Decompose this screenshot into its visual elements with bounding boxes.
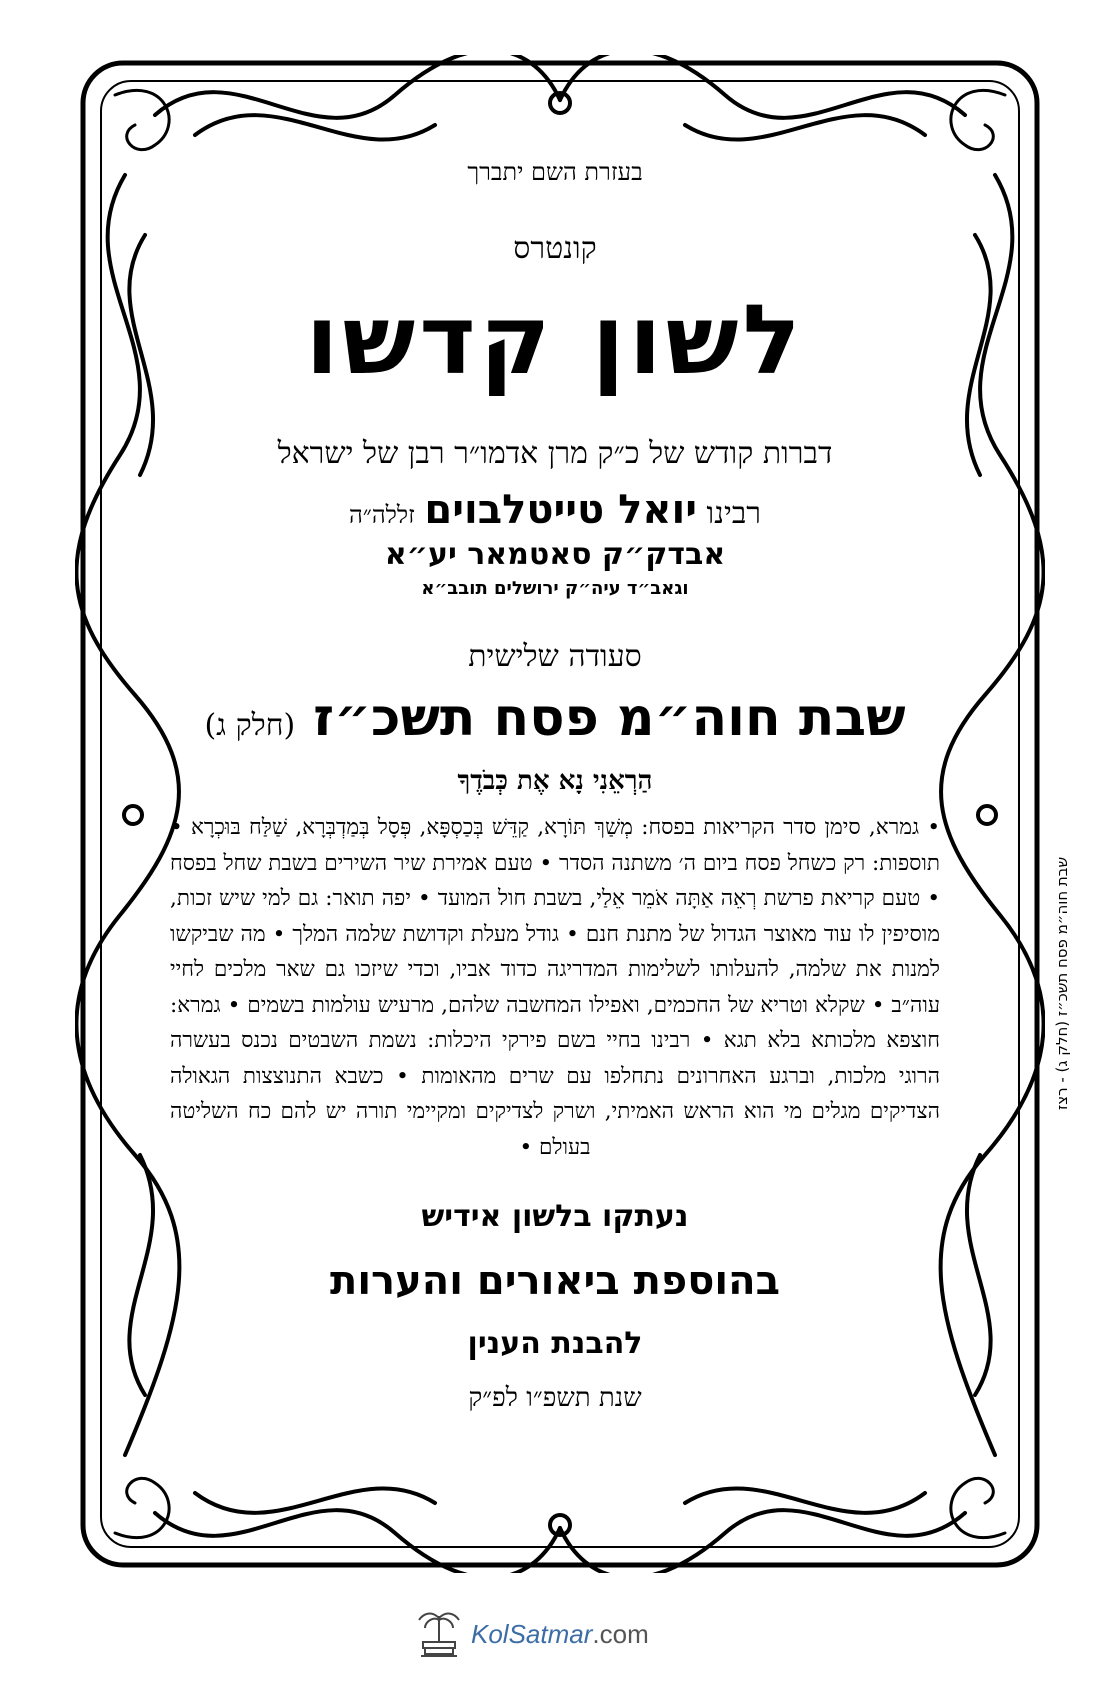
shabbat-line (170, 688, 940, 748)
blessing-line: בעזרת השם יתברך (467, 158, 643, 186)
rabbi-name: יואל טייטלבוים (424, 487, 697, 533)
title-page (170, 140, 940, 1413)
addition-line: בהוספת ביאורים והערות (330, 1258, 780, 1304)
summary-paragraph: • גמרא, סימן סדר הקריאות בפסח: מְשַׁךְ תּוֹרָא, קַדֵּשׁ בְּכַסְפָּא, פְּסָל בְּמַדְבְּרָא, שַׁלַּח בּוּכְרָא • תוספות: רק כשחל פסח ביום ה׳ משתנה הסדר • טעם אמירת שיר השירים בשבת שחל בפסח • טעם קריאת פרשת רְאֵה אַתָּה אֹמֵר אֵלַי, בשבת חול המועד • יפה תואר: גם למי שיש זכות, מוסיפין לו עוד מאוצר הגדול של מתנת חנם • גודל מעלת וקדושת שלמה המלך • מה שביקשו למנות את שלמה, להעלותו לשלימות המדריגה כדוד אביו, וכדי שיזכו גם שאר מלכים לחיי עוה״ב • שקלא וטריא של החכמים, ואפילו המחשבה שלהם, מרעיש עולמות בשמים • גמרא: חוצפא מלכותא בלא תגא • רבינו בחיי בשם פירקי היכלות: נשמת השבטים נכנס בעשרה הרוגי מלכות, וברגע האחרונים נתחלפו עם שרים מהאומות • כשבא התנוצצות הגאולה הצדיקים מגלים מי הוא הראש האמיתי, ושרק לצדיקים ומקיימי תורה יש להם כח השליטה בעולם • (170, 815, 940, 1160)
understand-line: להבנת הענין (467, 1326, 643, 1361)
veav-line: וגאב״ד עיה״ק ירושלים תובב״א (421, 578, 689, 599)
side-label: שבת חוה״מ פסח תשכ״ז (חלק ג) - רצז (1053, 856, 1071, 1110)
page-title: לשון קדשו (305, 284, 805, 396)
logo-text: KolSatmar.com (471, 1618, 649, 1649)
rabbi-prefix: רבינו (706, 496, 762, 531)
kolsatmar-logo-link[interactable] (415, 1608, 649, 1660)
yiddish-line: נעתקו בלשון אידיש (421, 1199, 689, 1234)
side-running-header (1053, 856, 1093, 1150)
shabbat-main: שבת חוה״מ פסח תשכ״ז (313, 688, 906, 748)
rabbi-line (170, 487, 940, 533)
seuda-line: סעודה שלישית (468, 639, 642, 674)
verse-line: הַרְאֵנִי נָא אֶת כְּבֹדֶךָ (457, 766, 653, 796)
shabbat-part: (חלק ג) (204, 708, 296, 743)
kuntres-label: קונטרס (513, 231, 597, 266)
words-line: דברות קודש של כ״ק מרן אדמו״ר רבן של ישראל (277, 436, 833, 471)
year-line: שנת תשפ״ו לפ״ק (468, 1383, 642, 1413)
rabbi-suffix: זללה״ה (348, 501, 415, 529)
palm-tree-books-icon (415, 1608, 463, 1660)
avdek-line: אבדק״ק סאטמאר יע״א (384, 537, 726, 572)
